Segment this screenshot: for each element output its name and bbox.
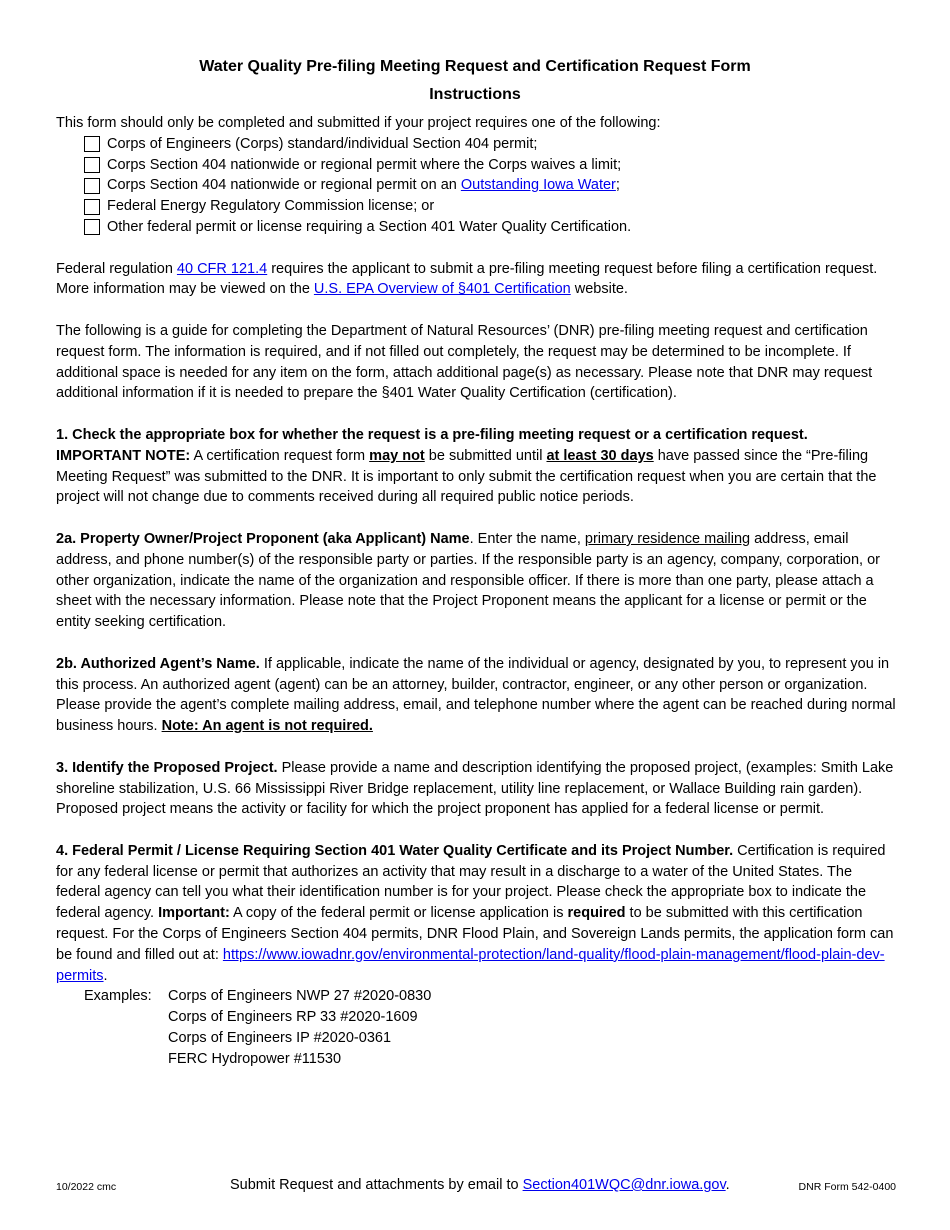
cfr-link[interactable]: 40 CFR 121.4 <box>176 260 268 277</box>
intro-text: This form should only be completed and submitted if your project requires one of the following: <box>56 115 661 131</box>
footer-form-number: DNR Form 542-0400 <box>798 1181 896 1193</box>
checklist-item <box>84 196 898 217</box>
checkbox[interactable] <box>84 219 100 235</box>
example-item: Corps of Engineers IP #2020-0361 <box>168 1030 392 1047</box>
page-footer <box>56 1177 896 1197</box>
example-item: Corps of Engineers RP 33 #2020-1609 <box>168 1009 418 1026</box>
examples-label: Examples: <box>84 988 152 1005</box>
checklist-item-text: Other federal permit or license requiring a Section 401 Water Quality Certification. <box>107 218 632 235</box>
outstanding-iowa-water-link[interactable]: Outstanding Iowa Water <box>460 177 616 194</box>
checklist-item-text: Corps of Engineers (Corps) standard/individual Section 404 permit; <box>107 135 538 152</box>
checkbox[interactable] <box>84 199 100 215</box>
footer-submit-text: Submit Request and attachments by email to Section401WQC@dnr.iowa.gov. <box>230 1177 730 1193</box>
requirement-checklist <box>84 134 898 238</box>
examples-block <box>84 986 898 1069</box>
checkbox[interactable] <box>84 178 100 194</box>
epa-overview-link[interactable]: U.S. EPA Overview of §401 Certification <box>313 281 571 298</box>
checklist-item <box>84 175 898 196</box>
form-title: Water Quality Pre-filing Meeting Request and Certification Request Form <box>199 58 751 75</box>
checkbox[interactable] <box>84 136 100 152</box>
example-item: FERC Hydropower #11530 <box>168 1050 342 1067</box>
checklist-item-text: Federal Energy Regulatory Commission license; or <box>107 198 435 215</box>
section-1-note: IMPORTANT NOTE: A certification request form may not be submitted until at least 30 days have passed since the “Pre-filing Meeting Request” was submitted to the DNR. It is important to only submit the certification request when you are certain that the project will not change due to comments received during all required public notice periods. <box>56 447 877 506</box>
section-1-heading: 1. Check the appropriate box for whether the request is a pre-filing meeting request or a certification request. <box>56 426 808 443</box>
instructions-body <box>56 113 898 1070</box>
instructions-heading: Instructions <box>429 86 521 103</box>
checklist-item <box>84 134 898 155</box>
section-3-paragraph: 3. Identify the Proposed Project. Please provide a name and description identifying the proposed project, (examples: Smith Lake shoreline stabilization, U.S. 66 Mississippi River Bridge replacement, utility line replacement, or Wallace Building rain garden). Proposed project means the activity or facility for which the project proponent has applied for a federal license or permit. <box>56 759 894 818</box>
guide-paragraph: The following is a guide for completing the Department of Natural Resources’ (DNR) pre-filing meeting request and certification request form. The information is required, and if not filled out completely, the request may be determined to be incomplete. If additional space is needed for any item on the form, attach additional page(s) as necessary. Please note that DNR may request additional information if it is needed to prepare the §401 Water Quality Certification (certification). <box>56 322 873 402</box>
footer-date-code: 10/2022 cmc <box>56 1181 117 1193</box>
checklist-item <box>84 155 898 176</box>
checklist-item-text: Corps Section 404 nationwide or regional permit where the Corps waives a limit; <box>107 156 622 173</box>
checklist-item-text: Corps Section 404 nationwide or regional permit on an Outstanding Iowa Water; <box>107 177 620 194</box>
federal-regulation-paragraph: Federal regulation 40 CFR 121.4 requires the applicant to submit a pre-filing meeting request before filing a certification request. More information may be viewed on the U.S. EPA Overview of §401 Certification website. <box>56 260 878 298</box>
flood-plain-permits-link[interactable]: https://www.iowadnr.gov/environmental-protection/land-quality/flood-plain-management/flood-plain-dev-permits <box>56 946 885 984</box>
submission-email-link[interactable]: Section401WQC@dnr.iowa.gov <box>522 1177 726 1193</box>
section-2b-paragraph: 2b. Authorized Agent’s Name. If applicable, indicate the name of the individual or agency, designated by you, to represent you in this process. An authorized agent (agent) can be an attorney, builder, contractor, engineer, or any other person or organization. Please provide the agent’s complete mailing address, email, and telephone number where the agent can be reached during normal business hours. Note: An agent is not required. <box>56 655 896 735</box>
section-4-paragraph: 4. Federal Permit / License Requiring Section 401 Water Quality Certificate and its Project Number. Certification is required for any federal license or permit that authorizes an activity that may result in a discharge to a water of the United States. The federal agency can tell you what their identification number is for your project. Please check the appropriate box to indicate the federal agency. Important: A copy of the federal permit or license application is required to be submitted with this certification request. For the Corps of Engineers Section 404 permits, DNR Flood Plain, and Sovereign Lands permits, the application form can be found and filled out at: https://www.iowadnr.gov/environmental-protection/land-quality/flood-plain-management/flood-plain-dev-permits. <box>56 842 894 984</box>
checkbox[interactable] <box>84 157 100 173</box>
section-2a-paragraph: 2a. Property Owner/Project Proponent (aka Applicant) Name. Enter the name, primary residence mailing address, email address, and phone number(s) of the responsible party or parties. If the responsible party is an agency, company, corporation, or other organization, indicate the name of the organization and responsible officer. If there is more than one party, please attach a sheet with the necessary information. Please note that the Project Proponent means the applicant for a license or permit or the entity seeking certification. <box>56 530 880 631</box>
examples-list <box>168 986 431 1069</box>
checklist-item <box>84 217 898 238</box>
example-item: Corps of Engineers NWP 27 #2020-0830 <box>168 988 432 1005</box>
